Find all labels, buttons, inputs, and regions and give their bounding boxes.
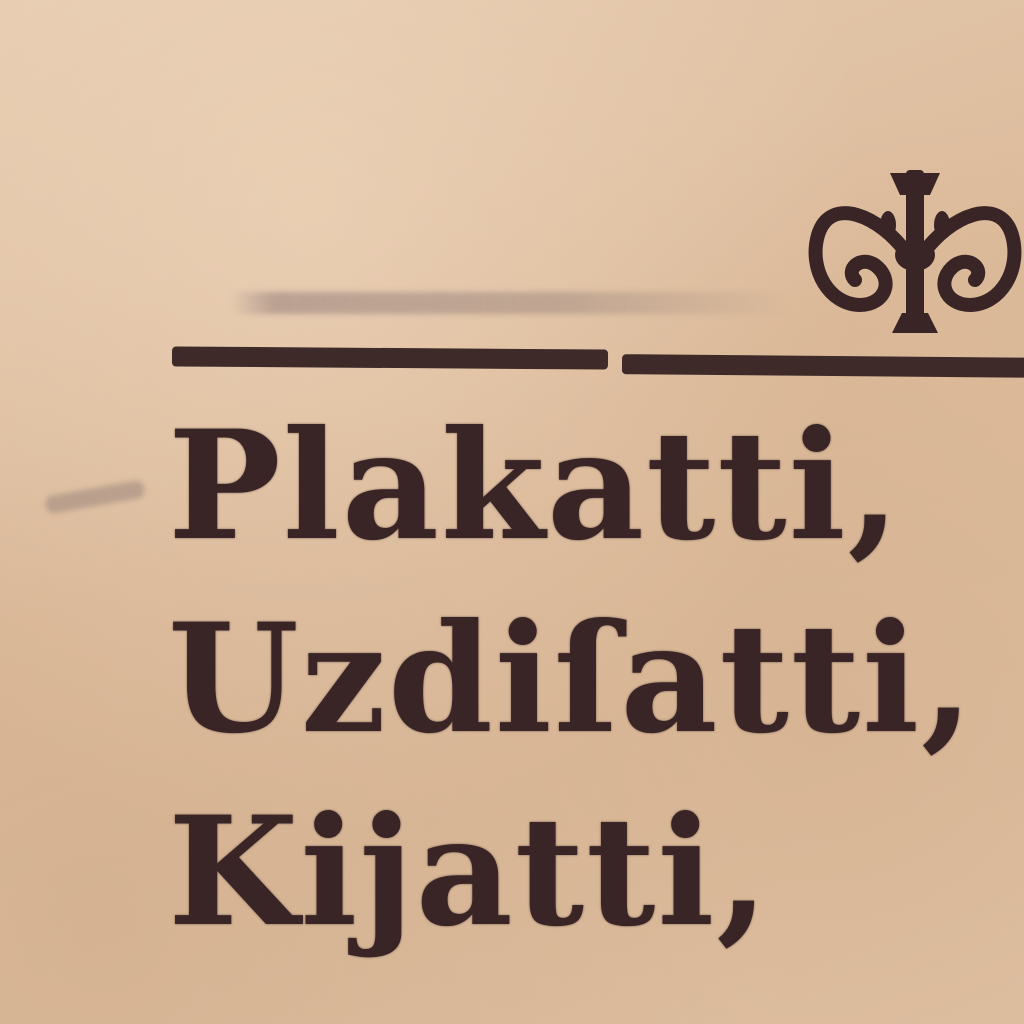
text-line: Kijatti, xyxy=(168,784,771,960)
ink-smudge xyxy=(230,292,790,314)
text-line: Plakatti, xyxy=(168,398,902,574)
fleuron-ornament-icon xyxy=(800,155,1024,345)
text-line: Uzdiſatti, xyxy=(168,591,976,767)
horizontal-rule-left xyxy=(172,346,608,369)
ink-smudge-left xyxy=(44,479,146,514)
horizontal-rule-right xyxy=(622,354,1024,378)
printed-text-block xyxy=(168,390,1024,969)
